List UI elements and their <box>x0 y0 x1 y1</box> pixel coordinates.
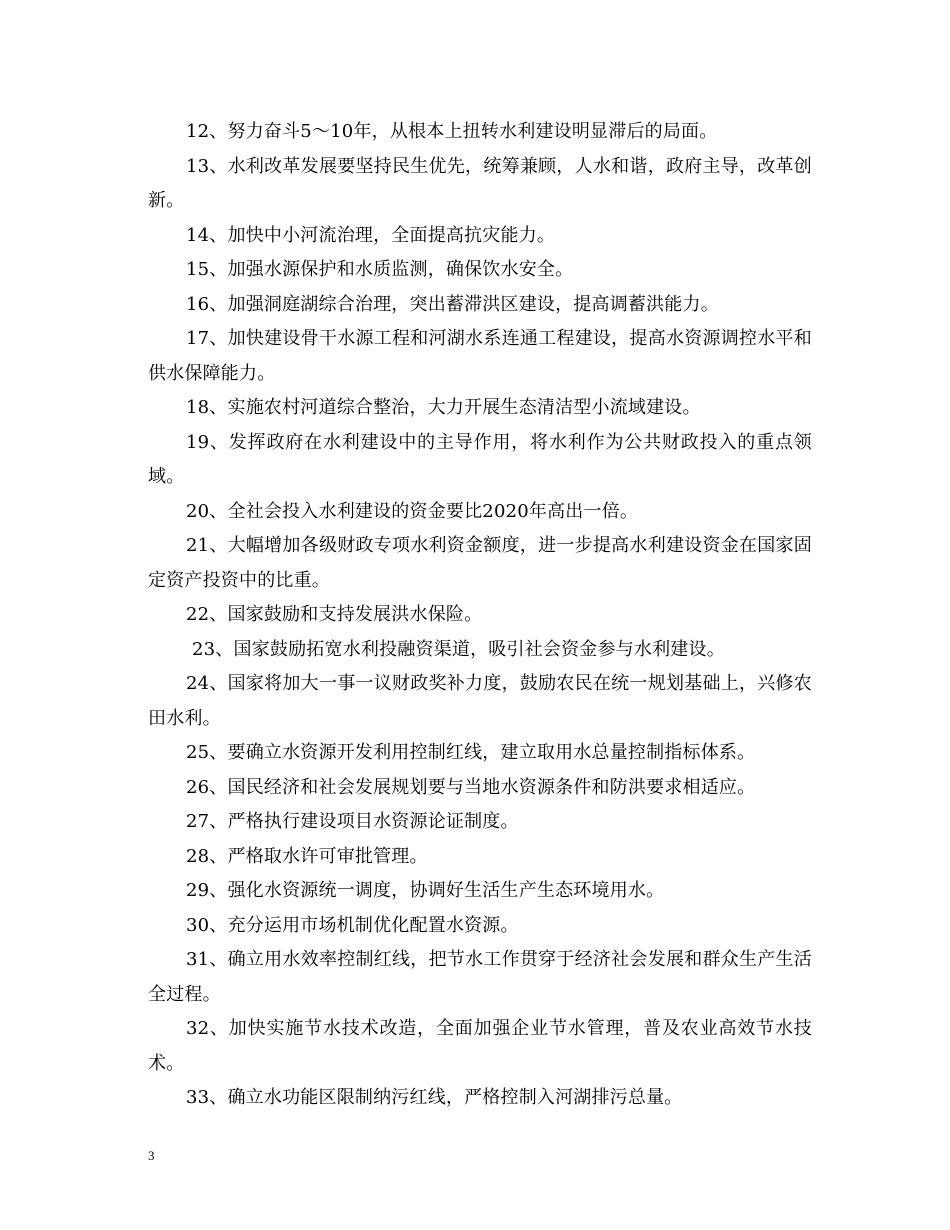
paragraph-24: 24、国家将加大一事一议财政奖补力度，鼓励农民在统一规划基础上，兴修农田水利。 <box>148 673 812 729</box>
document-body <box>148 115 812 1116</box>
paragraph-25: 25、要确立水资源开发利用控制红线，建立取用水总量控制指标体系。 <box>186 742 756 763</box>
paragraph-18: 18、实施农村河道综合整治，大力开展生态清洁型小流域建设。 <box>186 397 701 418</box>
paragraph-29: 29、强化水资源统一调度，协调好生活生产生态环境用水。 <box>186 880 665 901</box>
paragraph-15: 15、加强水源保护和水质监测，确保饮水安全。 <box>186 259 574 280</box>
paragraph-16: 16、加强洞庭湖综合治理，突出蓄滞洪区建设，提高调蓄洪能力。 <box>186 293 719 315</box>
paragraph-13: 13、水利改革发展要坚持民生优先，统筹兼顾，人水和谐，政府主导，改革创新。 <box>148 155 812 211</box>
paragraph-20: 20、全社会投入水利建设的资金要比2020年高出一倍。 <box>186 500 639 522</box>
paragraph-12: 12、努力奋斗5～10年，从根本上扭转水利建设明显滞后的局面。 <box>186 121 718 142</box>
paragraph-14: 14、加快中小河流治理，全面提高抗灾能力。 <box>186 224 556 246</box>
paragraph-23: 23、国家鼓励拓宽水利投融资渠道，吸引社会资金参与水利建设。 <box>192 638 725 660</box>
paragraph-26: 26、国民经济和社会发展规划要与当地水资源条件和防洪要求相适应。 <box>186 776 756 798</box>
paragraph-17: 17、加快建设骨干水源工程和河湖水系连通工程建设，提高水资源调控水平和供水保障能力。 <box>148 328 812 384</box>
paragraph-30: 30、充分运用市场机制优化配置水资源。 <box>186 914 519 936</box>
paragraph-28: 28、严格取水许可审批管理。 <box>186 845 428 867</box>
paragraph-31: 31、确立用水效率控制红线，把节水工作贯穿于经济社会发展和群众生产生活全过程。 <box>148 949 812 1005</box>
paragraph-22: 22、国家鼓励和支持发展洪水保险。 <box>186 604 483 625</box>
paragraph-19: 19、发挥政府在水利建设中的主导作用，将水利作为公共财政投入的重点领域。 <box>148 431 812 487</box>
page-number: 3 <box>148 1148 155 1163</box>
paragraph-33: 33、确立水功能区限制纳污红线，严格控制入河湖排污总量。 <box>186 1087 683 1108</box>
paragraph-27: 27、严格执行建设项目水资源论证制度。 <box>186 811 519 832</box>
paragraph-32: 32、加快实施节水技术改造，全面加强企业节水管理，普及农业高效节水技术。 <box>148 1018 812 1074</box>
paragraph-21: 21、大幅增加各级财政专项水利资金额度，进一步提高水利建设资金在国家固定资产投资中的比重。 <box>148 535 812 591</box>
